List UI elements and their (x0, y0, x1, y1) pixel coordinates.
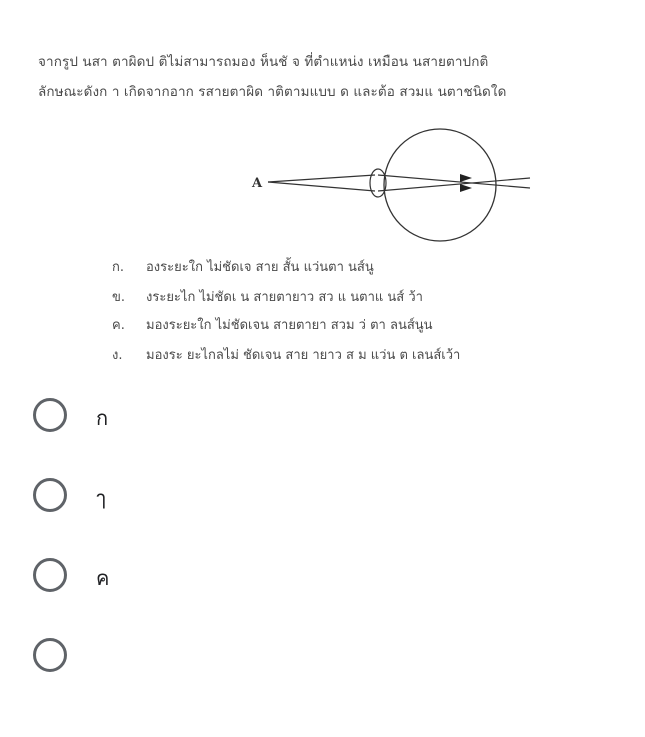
choice-text: มองระ ยะไกลไม่ ชัดเจน สาย ายาว ส ม แว่น ต เลนส์เว้า (146, 348, 461, 363)
choice-text: งระยะไก ไม่ชัดเ น สายตายาว สว แ นตาแ นส์ ว้า (146, 290, 423, 305)
choice-text: มองระยะใก ไม่ชัดเจน สายตายา สวม ว่ ตา ลนส์นูน (146, 318, 433, 333)
answer-option-label: ค (96, 566, 110, 590)
answer-option-2[interactable] (33, 478, 533, 522)
ray-lower (268, 182, 375, 191)
radio-button[interactable] (33, 558, 67, 592)
answer-option-label: ๅ (96, 486, 106, 510)
ray-refracted-lower (378, 178, 530, 191)
question-text-line-1: จากรูป นสา ตาผิดป ติไม่สามารถมอง ห็นชั จ ที่ตำแหน่ง เหมือน นสายตาปกติ (38, 54, 489, 70)
arrowhead-lower (460, 184, 472, 192)
question-text-line-2: ลักษณะดังก า เกิดจากอาก รสายตาผิด าติตามแบบ ด และต้อ สวมแ นตาชนิดใด (38, 84, 507, 100)
answer-option-4[interactable] (33, 638, 533, 682)
ray-upper (268, 175, 375, 182)
arrowhead-upper (460, 174, 472, 182)
radio-button[interactable] (33, 638, 67, 672)
choice-letter: ค. (112, 318, 125, 333)
radio-button[interactable] (33, 478, 67, 512)
answer-option-1[interactable] (33, 398, 533, 442)
eyeball (384, 129, 496, 241)
answer-option-label: ก (96, 406, 109, 430)
point-a-label: A (252, 176, 263, 191)
radio-button[interactable] (33, 398, 67, 432)
answer-option-3[interactable] (33, 558, 533, 602)
choice-letter: ข. (112, 290, 126, 305)
choice-text: องระยะใก ไม่ชัดเจ สาย สั้น แว่นตา นส์นู (146, 260, 374, 275)
eye-diagram (240, 125, 540, 245)
choice-letter: ง. (112, 348, 123, 363)
choice-letter: ก. (112, 260, 125, 275)
ray-refracted-upper (378, 175, 530, 188)
